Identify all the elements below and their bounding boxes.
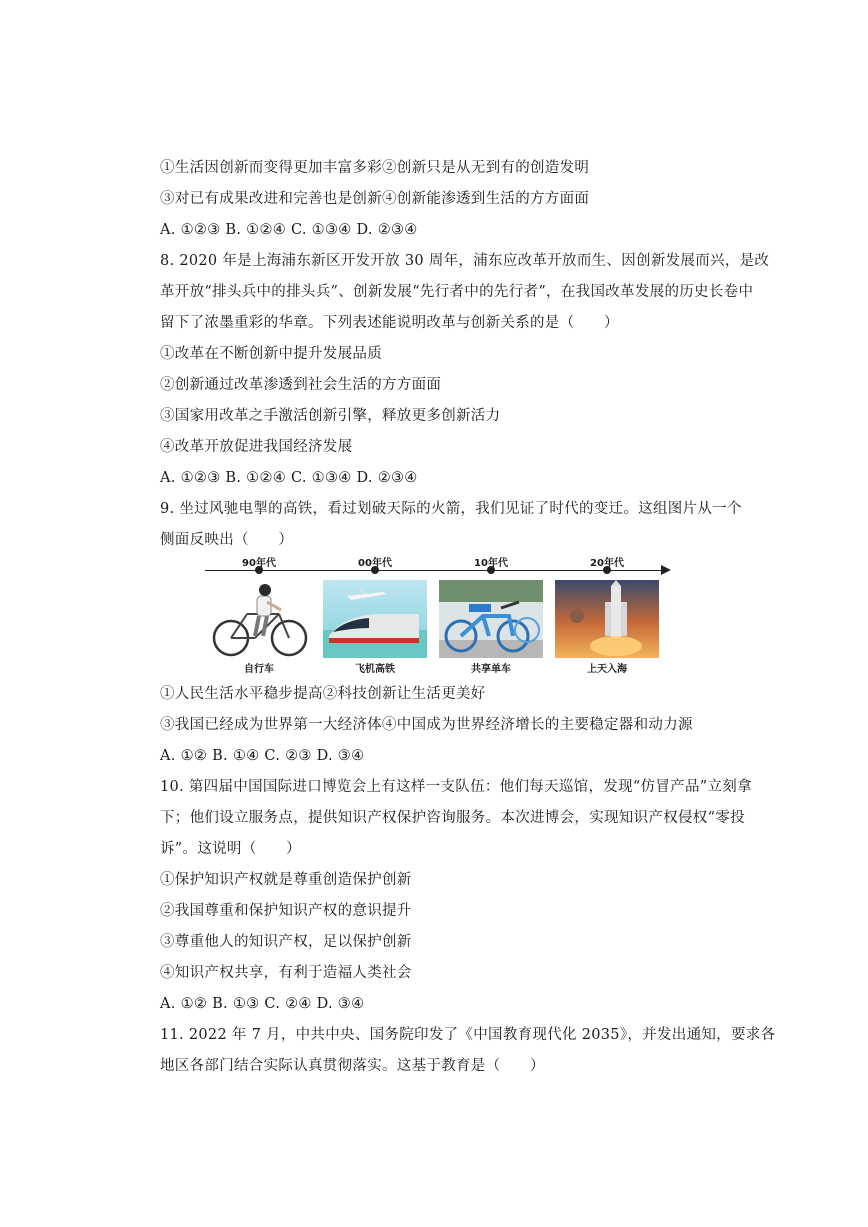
image-caption: 飞机高铁	[355, 664, 395, 675]
q9-stem-line-1: 9. 坐过风驰电掣的高铁，看过划破天际的火箭，我们见证了时代的变迁。这组图片从一个	[160, 501, 742, 517]
timeline-axis	[205, 570, 665, 571]
q8-option-3: ③国家用改革之手激活创新引擎，释放更多创新活力	[160, 408, 501, 424]
era-label: 20年代	[590, 558, 624, 569]
q11-stem-line-1: 11. 2022 年 7 月，中共中央、国务院印发了《中国教育现代化 2035》，并发出通知，要求各	[160, 1027, 776, 1043]
bicycle-rider-image	[207, 580, 311, 658]
era-timeline-figure	[205, 556, 675, 675]
q9-stem-line-2: 侧面反映出（ ）	[160, 532, 294, 548]
q10-stem-line-1: 10. 第四届中国国际进口博览会上有这样一支队伍：他们每天巡馆，发现“仿冒产品”立刻拿	[160, 779, 752, 795]
era-label: 10年代	[474, 558, 508, 569]
q8-stem-line-2: 革开放“排头兵中的排头兵”、创新发展“先行者中的先行者”，在我国改革发展的历史长卷中	[160, 284, 754, 300]
q7-answer-choices: A. ①②③ B. ①②④ C. ①③④ D. ②③④	[160, 222, 418, 238]
shared-bikes-image	[439, 580, 543, 658]
image-caption: 上天入海	[587, 664, 627, 675]
q10-answer-choices: A. ①② B. ①③ C. ②④ D. ③④	[160, 996, 365, 1012]
q9-answer-choices: A. ①② B. ①④ C. ②③ D. ③④	[160, 748, 365, 764]
q10-stem-line-2: 下；他们设立服务点，提供知识产权保护咨询服务。本次进博会，实现知识产权侵权“零投	[160, 810, 745, 826]
q8-option-4: ④改革开放促进我国经济发展	[160, 439, 353, 455]
rocket-launch-image	[555, 580, 659, 658]
q7-options-line-2: ③对已有成果改进和完善也是创新④创新能渗透到生活的方方面面	[160, 191, 590, 207]
q10-stem-line-3: 诉”。这说明（ ）	[160, 841, 301, 857]
q9-option-line-2: ③我国已经成为世界第一大经济体④中国成为世界经济增长的主要稳定器和动力源	[160, 717, 693, 733]
image-caption: 共享单车	[471, 664, 511, 675]
q10-option-1: ①保护知识产权就是尊重创造保护创新	[160, 872, 412, 888]
q10-option-4: ④知识产权共享，有利于造福人类社会	[160, 965, 412, 981]
q10-option-3: ③尊重他人的知识产权，足以保护创新	[160, 934, 412, 950]
q8-answer-choices: A. ①②③ B. ①②④ C. ①③④ D. ②③④	[160, 470, 418, 486]
q7-options-line-1: ①生活因创新而变得更加丰富多彩②创新只是从无到有的创造发明	[160, 160, 590, 176]
q8-stem-line-3: 留下了浓墨重彩的华章。下列表述能说明改革与创新关系的是（ ）	[160, 315, 619, 331]
q8-option-1: ①改革在不断创新中提升发展品质	[160, 346, 382, 362]
q8-option-2: ②创新通过改革渗透到社会生活的方方面面	[160, 377, 442, 393]
plane-train-image	[323, 580, 427, 658]
timeline-arrow-icon	[661, 565, 671, 575]
q10-option-2: ②我国尊重和保护知识产权的意识提升	[160, 903, 412, 919]
era-label: 90年代	[242, 558, 276, 569]
era-label: 00年代	[358, 558, 392, 569]
q11-stem-line-2: 地区各部门结合实际认真贯彻落实。这基于教育是（ ）	[160, 1058, 545, 1074]
q9-option-line-1: ①人民生活水平稳步提高②科技创新让生活更美好	[160, 686, 486, 702]
q8-stem-line-1: 8. 2020 年是上海浦东新区开发开放 30 周年，浦东应改革开放而生、因创新发展而兴，是改	[160, 253, 770, 269]
image-caption: 自行车	[244, 664, 274, 675]
